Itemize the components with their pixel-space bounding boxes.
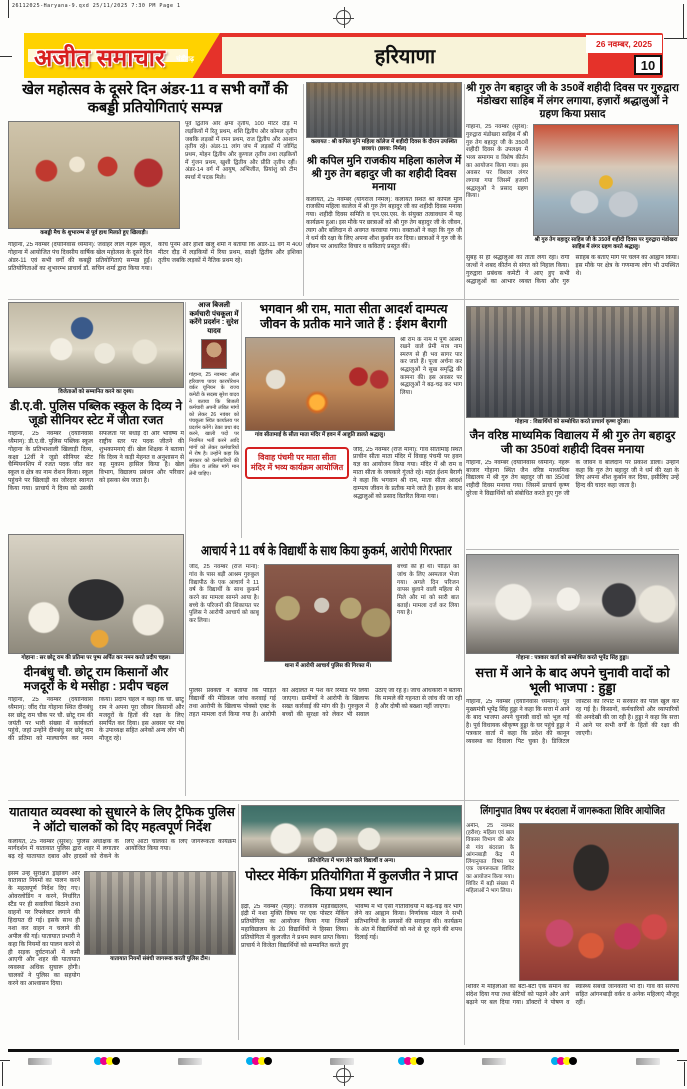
kapil-photo-figure — [306, 82, 462, 152]
article-jain-school — [466, 306, 679, 542]
photo-caption: विजेताओं को सम्मानित करने का दृश्य। — [58, 389, 134, 395]
article-langar — [466, 82, 679, 303]
article-body: कलायत, 25 नवम्बर (सुरेश): पुलिस अधीक्षक के मार्गदर्शन में यातायात पुलिस द्वारा शहर में लगातार बढ़ रहे यातायात दबाव और हादसों को रोकने के लिए ऑटो चालकों के लिए जागरूकता कार्यक्रम आयोजित किया गया। — [8, 838, 236, 861]
photo-caption: यातायात नियमों संबंधी जागरूक करती पुलिस टीम। — [110, 955, 210, 962]
column-rule — [238, 804, 239, 1040]
cmyk-registration-dots — [96, 1057, 120, 1065]
article-headline: आचार्य ने 11 वर्ष के विद्यार्थी के साथ किया कुकर्म, आरोपी गिरफ्तार — [200, 543, 452, 558]
article-judo — [8, 302, 184, 527]
police-photo — [264, 564, 392, 662]
masthead — [24, 33, 663, 78]
camp-photo — [519, 823, 679, 981]
column-rule — [303, 84, 304, 296]
crop-mark — [0, 56, 12, 57]
article-headline: दीनबंधु चौ. छोटू राम किसानों और मजदूरों के थे मसीहा : प्रदीप चहल — [23, 664, 169, 694]
poster-photo — [241, 805, 462, 857]
article-bijli — [189, 302, 239, 558]
hooda-photo-figure — [466, 554, 679, 662]
article-body: श्री राम के नाम में पूर्ण आस्था रखने वाले प्रेमी मात्र नाम स्मरण से ही भव सागर पार कर जाते हैं। पूजा अर्चना कर श्रद्धालुओं ने सुख समृद्धि की कामना की। इस अवसर पर श्रद्धालुओं ने बढ़-चढ़ कर भाग लिया। — [400, 336, 462, 396]
registration-crosshair-bottom — [336, 1068, 351, 1083]
print-density-mark — [330, 1058, 354, 1065]
traffic-photo-figure — [84, 871, 236, 963]
havan-photo-figure — [245, 337, 395, 443]
photo-caption: थाना में आरोपी आचार्य पुलिस की गिरफ्त में। — [284, 663, 372, 670]
article-headline: पोस्टर मेकिंग प्रतियोगिता में कुलजीत ने प्राप्त किया प्रथम स्थान — [245, 867, 458, 900]
article-body: सुबह से ही श्रद्धालुओं का तांता लगा रहा। रागी जत्थों ने शबद कीर्तन से संगत को निहाल किया। गुरुद्वारा प्रबंधक कमेटी ने आए हुए सभी श्रद्धालुओं का आभार व्यक्त किया और गुरु साहिब के बताए मार्ग पर चलने का आह्वान किया। इस मौके पर क्षेत्र के गणमान्य लोग भी उपस्थित थे। — [466, 255, 679, 286]
article-headline: आज बिजली कर्मचारी पंचकूला में करेंगे प्रदर्शन : सुरेश यादव — [189, 302, 239, 335]
photo-caption: गोहाना : विद्यार्थियों को सम्बोधित करते प्राचार्य कृष्ण दुरेजा। — [515, 419, 630, 425]
langar-photo — [533, 124, 679, 236]
article-headline: लिंगानुपात विषय पर बंदराला में जागरूकता शिविर आयोजित — [480, 805, 665, 817]
havan-photo — [245, 337, 395, 431]
crop-mark — [664, 38, 687, 39]
crop-mark — [684, 1062, 685, 1086]
cmyk-registration-dots — [400, 1057, 424, 1065]
article-ram-sita — [245, 302, 462, 539]
article-headline: श्री गुरु तेग बहादुर जी के 350वें शहीदी दिवस पर गुरुद्वारा मंडोखरा साहिब में लंगर लगाया, हज़ारों श्रद्धालुओं ने ग्रहण किया प्रसाद — [466, 82, 679, 120]
assembly-photo — [466, 306, 679, 418]
registration-crosshair-top — [336, 10, 351, 25]
section-rule — [466, 549, 679, 550]
event-highlight-box: विवाह पंचमी पर माता सीता मंदिर में भव्य कार्यक्रम आयोजित — [245, 447, 349, 480]
article-body: शिविर में महिलाओं को बेटा-बेटी एक समान का संदेश दिया गया तथा बेटियों को पढ़ाने और आगे बढ़ाने पर बल दिया गया। डॉक्टरों ने पोषण व स्वास्थ्य संबंधी जानकारी भी दी। गांव की सरपंच सहित आंगनबाड़ी वर्कर व अनेक महिलाएं मौजूद रहीं। — [466, 983, 679, 1006]
photo-caption: प्रतियोगिता में भाग लेने वाले विद्यार्थी व अन्य। — [307, 858, 396, 864]
article-traffic — [8, 805, 236, 1031]
photo-caption: कलायत : श्री कपिल मुनि महिला कॉलेज में शहीदी दिवस के दौरान उपस्थित छात्राएं। (छाया: निर्मल) — [310, 139, 458, 152]
article-body: इंद्री, 25 नवम्बर (मेहर): राजकीय महाविद्यालय, इंद्री में नशा मुक्ति विषय पर एक पोस्टर मेकिंग प्रतियोगिता का आयोजन किया गया जिसमें महाविद्यालय के 20 विद्यार्थियों ने हिस्सा लिया। प्रतियोगिता में कुलजीत ने प्रथम स्थान प्राप्त किया। प्राचार्य ने विजेता विद्यार्थियों को सम्मानित करते हुए भविष्य में भी ऐसी गतिविधियों में बढ़-चढ़ कर भाग लेने का आह्वान किया। निर्णायक मंडल ने सभी प्रतिभागियों के प्रयासों की सराहना की। कार्यक्रम के अंत में विद्यार्थियों को नशे से दूर रहने की शपथ दिलाई गई। — [241, 903, 462, 950]
article-body: कलायत, 25 नवम्बर (योगराज निर्मल): कलायत स्थित श्री कपिल मुनि राजकीय महिला कालेज में श्री गुरु तेग बहादुर जी का शहीदी दिवस मनाया गया। शहीदी दिवस समिति व एन.एस.एस. के संयुक्त तत्वावधान में यह कार्यक्रम हुआ। इस मौके पर छात्राओं को श्री गुरु तेग बहादुर जी के जीवन, त्याग और बलिदान से अवगत करवाया गया। वक्ताओं ने कहा कि गुरु जी ने धर्म की रक्षा के लिए अपना शीश कुर्बान कर दिया। छात्राओं ने गुरु जी के जीवन पर आधारित विचार व कविताएं प्रस्तुत कीं। — [306, 196, 462, 251]
suresh-yadav-portrait — [201, 339, 227, 369]
crop-mark — [677, 1060, 687, 1061]
paper-city: चंडीगढ़ — [176, 56, 194, 63]
article-body: पुलिस प्रवक्ता ने बताया कि पीड़ित विद्यार्थी की मेडिकल जांच करवाई गई तथा आरोपी के खिलाफ पोक्सो एक्ट के तहत मामला दर्ज किया गया है। आरोपी को अदालत में पेश कर रिमांड पर लिया जाएगा। ग्रामीणों ने आरोपी के खिलाफ सख्त कार्रवाई की मांग की है। गुरुकुल में बच्चों की सुरक्षा को लेकर भी सवाल उठाए जा रहे हैं। जांच अधिकारी ने बताया कि मामले की गहनता से जांच की जा रही है और दोषी को बख्शा नहीं जाएगा। — [189, 688, 462, 719]
article-acharya — [189, 543, 462, 806]
traffic-photo — [84, 871, 236, 955]
article-body: जींद, 25 नवम्बर (राज माना): गांव के पास बड़ी आश्रम गुरुकुल विद्यापीठ के एक आचार्य ने 11 वर्ष के विद्यार्थी के साथ कुकर्म करने का मामला सामने आया है। बच्चे के परिजनों की शिकायत पर पुलिस ने आरोपी आचार्य को काबू कर लिया। — [189, 564, 259, 624]
crop-mark — [2, 1062, 3, 1086]
crop-mark — [683, 4, 684, 38]
cmyk-registration-dots — [553, 1057, 577, 1065]
article-hooda — [466, 554, 679, 795]
article-kabaddi — [8, 82, 302, 298]
print-slug: 26112025-Haryana-9.qxd 25/11/2025 7:30 PM Page 1 — [12, 3, 181, 9]
judo-photo — [8, 302, 184, 388]
photo-caption: गोहाना : सर छोटू राम की प्रतिमा पर पुष्प अर्पित कर नमन करते प्रदीप चहल। — [21, 655, 171, 661]
section-title: हरियाणा — [222, 37, 588, 74]
article-body: जींद, 25 नवम्बर (राज माना): गांव सीतामाई स्थित प्राचीन सीता माता मंदिर में विवाह पंचमी पर हवन यज्ञ का आयोजन किया गया। मंदिर में श्री राम व माता सीता के जयकारे गूंजते रहे। महंत ईशम बैरागी ने कहा कि भगवान श्री राम, माता सीता आदर्श दाम्पत्य जीवन के प्रतीक माने जाते हैं। हवन के बाद श्रद्धालुओं को प्रसाद वितरित किया गया। — [353, 446, 462, 500]
article-headline: सत्ता में आने के बाद अपने चुनावी वादों को भूली भाजपा : हुड्डा — [475, 664, 670, 696]
article-body: गोहाना, 25 नवम्बर (दयानिवास ध्यैमान): जींद रोड गोहाना स्थित दीनबंधु सर छोटू राम चौक पर चौ. छोटू राम की जयंती पर भारी संख्या में कार्यकर्ता पहुंचे, जहां उन्होंने दीनबंधु सर छोटू राम की प्रतिमा को माल्यार्पण कर नमन किया। प्रदीप चहल ने कहा कि चौ. छोटू राम ने अपना पूरा जीवन किसानों और मजदूरों के हितों की रक्षा के लिए समर्पित कर दिया। इस अवसर पर मंच के उपाध्यक्ष सहित अनेकों अन्य लोग भी मौजूद रहे। — [8, 696, 184, 743]
crop-mark — [0, 1060, 10, 1061]
article-body: अमीन, 25 नवम्बर (हरीश): महिला एवं बाल विकास विभाग की ओर से गांव बंदराला के आंगनबाड़ी केंद्र में लिंगानुपात विषय पर एक जागरूकता शिविर का आयोजन किया गया। शिविर में बड़ी संख्या में महिलाओं ने भाग लिया। — [466, 822, 514, 895]
column-rule — [464, 84, 465, 1045]
poster-photo-figure — [241, 805, 462, 865]
paper-title: अजीत समाचार — [34, 45, 165, 72]
article-headline: डी.ए.वी. पुलिस पब्लिक स्कूल के दिव्य ने जूडो सीनियर स्टेट में जीता रजत — [9, 398, 182, 428]
article-body: गोहाना, 25 नवम्बर (दयानिवास ध्यैमान): डी.ए.वी. पुलिस पब्लिक स्कूल गोहाना के प्रतिभाशाली खिलाड़ी दिव्य, कक्षा 12वीं ने जूडो सीनियर स्टेट चैम्पियनशिप में रजत पदक जीत कर स्कूल व क्षेत्र का नाम रोशन किया। स्कूल पहुंचने पर खिलाड़ी का जोरदार स्वागत किया गया। प्राचार्य ने दिव्य को उसकी सफलता पर बधाई दी और भविष्य में राष्ट्रीय स्तर पर पदक जीतने की शुभकामनाएं दीं। खेल शिक्षक ने बताया कि दिव्य ने कड़ी मेहनत व अनुशासन से यह मुकाम हासिल किया है। खेल विभाग, विद्यालय प्रबंधन और परिवार को इसका श्रेय जाता है। — [8, 430, 184, 493]
article-body: गोहाना, 25 नवम्बर: ऑल हरियाणा पावर कारपोरेशन वर्कर यूनियन के राज्य कमेटी के सदस्य सुरेश यादव ने बताया कि बिजली कर्मचारी अपनी लंबित मांगों को लेकर 26 नवंबर को पंचकूला स्थित कार्यालय पर प्रदर्शन करेंगे। ठेका प्रथा बंद करने, खाली पदों पर नियमित भर्ती करने आदि मांगों को लेकर कर्मचारियों में रोष है। उन्होंने कहा कि सरकार को कर्मचारियों की उचित व लंबित मांगें मान लेनी चाहिए। — [189, 372, 239, 478]
article-headline: भगवान श्री राम, माता सीता आदर्श दाम्पत्य जीवन के प्रतीक माने जाते हैं : ईशम बैरागी — [259, 302, 448, 332]
article-body: गोहाना, 25 नवम्बर (सुरेश): गुरुद्वारा मंडोखरा साहिब में श्री गुरु तेग बहादुर जी के 350वें शहीदी दिवस के उपलक्ष्य में भव्य समागम व विशेष कीर्तन का आयोजन किया गया। इस अवसर पर विशाल लंगर लगाया गया जिसमें हजारों श्रद्धालुओं ने प्रसाद ग्रहण किया। — [466, 124, 528, 200]
article-body: गोहाना, 25 नवम्बर (दयानिवास ध्यैमान): नेहरू बाजार गोहाना स्थित जैन वरिष्ठ माध्यमिक विद्यालय में श्री गुरु तेग बहादुर जी का 350वां शहीदी दिवस मनाया गया। जिसमें प्राचार्य कृष्ण दुरेजा ने विद्यार्थियों को संबोधित करते हुए गुरु जी के जीवन व बलिदान पर प्रकाश डाला। उन्होंने कहा कि गुरु तेग बहादुर जी ने धर्म की रक्षा के लिए अपना शीश कुर्बान कर दिया, इसीलिए उन्हें हिन्द की चादर कहा जाता है। — [466, 459, 679, 498]
police-photo-figure — [264, 564, 392, 684]
memorial-photo — [8, 534, 184, 654]
bottom-rule — [8, 1049, 679, 1052]
print-density-mark — [482, 1058, 506, 1065]
article-linganupat — [466, 805, 679, 1028]
article-body: पूर्व द्वितीय और क्षमा तृतीय, 100 मीटर दौड़ में लड़कियों में रितु प्रथम, शशि द्वितीय और कोमल तृतीय जबकि लड़कों में रमन प्रथम, राज द्वितीय और आशान तृतीय रहे। अंडर-11 लांग जंप में लड़कों में जोगिंद्र प्रथम, मोहन द्वितीय और कुणाल तृतीय तथा लड़कियों में गुंजन प्रथम, खुशी द्वितीय और प्रीति तृतीय रहीं। अंडर-14 वर्ग में आयुष, अभिजीत, प्रियांशु को टीम स्पर्धा में पदक मिले। — [185, 121, 297, 181]
column-rule — [241, 302, 242, 538]
memorial-photo-figure — [8, 534, 184, 662]
article-kapil-muni — [306, 82, 462, 293]
hooda-photo — [466, 554, 679, 654]
article-headline: जैन वरिष्ठ माध्यमिक विद्यालय में श्री गुरु तेग बहादुर जी का 350वां शहीदी दिवस मनाया — [469, 429, 676, 456]
photo-caption: गांव सीतामाई के सीता माता मंदिर में हवन में आहुति डालते श्रद्धालु। — [254, 431, 386, 438]
column-rule — [185, 302, 186, 796]
article-body: गोहाना, 25 नवम्बर (दयानिवास ध्यैमान): पूर्व मुख्यमंत्री भूपेंद्र सिंह हुड्डा ने कहा कि सत्ता में आने के बाद भाजपा अपने चुनावी वादों को भूल गई है। पूर्व विधायक श्रीकृष्ण हुड्डा के घर पहुंचे हुड्डा ने पत्रकार वार्ता में कहा कि प्रदेश की कानून व्यवस्था का दिवाला पिट चुका है। डिजिटल जस्टिस की रिपोर्ट में सरकार की पोल खुल कर रह गई है। किसानों, कर्मचारियों और व्यापारियों की अनदेखी की जा रही है। हुड्डा ने कहा कि सत्ता में आने पर सभी वर्गों के हितों की रक्षा की जाएगी। — [466, 699, 679, 745]
photo-caption: गोहाना : पत्रकार वार्ता को सम्बोधित करते भूपेंद्र सिंह हुड्डा। — [516, 655, 629, 661]
article-headline: यातायात व्यवस्था को सुधारने के लिए ट्रैफिक पुलिस ने ऑटो चालकों को दिए महत्वपूर्ण निर्देश — [9, 805, 235, 835]
crop-mark — [8, 0, 9, 18]
article-headline: खेल महोत्सव के दूसरे दिन अंडर-11 व सभी वर्गों की कबड्डी प्रतियोगिताएं सम्पन्न — [22, 82, 288, 116]
cmyk-registration-dots — [248, 1057, 272, 1065]
judo-photo-figure — [8, 302, 184, 396]
print-density-mark — [28, 1058, 52, 1065]
print-density-mark — [178, 1058, 202, 1065]
article-headline: श्री कपिल मुनि राजकीय महिला कालेज में श्री गुरु तेग बहादुर जी का शहीदी दिवस मनाया — [306, 155, 462, 193]
print-density-mark — [636, 1058, 660, 1065]
page-number: 10 — [634, 55, 662, 75]
article-poster — [241, 805, 462, 1032]
article-body: इसमें उन्हें सुरक्षित ड्राइविंग और यातायात नियमों का पालन करने के महत्वपूर्ण निर्देश दिए गए। ओवरलोडिंग न करने, निर्धारित स्टैंड पर ही सवारियां बिठाने तथा वाहनों पर रिफ्लेक्टर लगाने की हिदायत दी गई। इसके साथ ही नशा कर वाहन न चलाने की अपील की गई। यातायात प्रभारी ने कहा कि नियमों का पालन करने से ही सड़क दुर्घटनाओं में कमी आएगी और शहर की यातायात व्यवस्था अधिक सुचारू होगी। चालकों ने पुलिस का सहयोग करने का आश्वासन दिया। — [8, 870, 80, 988]
article-body: गोहाना, 25 नवम्बर (दयानिवास ध्यैमान): जवाहर लाल नेहरू स्कूल, गोहाना में आयोजित पंच दिवसीय वार्षिक खेल महोत्सव के दूसरे दिन अंडर-11 एवं सभी वर्गों की कबड्डी प्रतियोगिताएं सम्पन्न हुईं। प्रतियोगिताओं का शुभारम्भ प्राचार्य डॉ. सचिन शर्मा द्वारा किया गया। कोच पूनम और होशी खेलू शर्मा ने बताया कि अंडर-11 वर्ग में 400 मीटर दौड़ में लड़कियों में रिया प्रथम, साक्षी द्वितीय और इशिका तृतीय जबकि लड़कों में नैतिक प्रथम रहे। — [8, 242, 302, 273]
photo-caption: श्री गुरु तेग बहादुर साहिब जी के 350वें शहीदी दिवस पर गुरुद्वारा मंडोखरा साहिब में लंगर ग्रहण करते श्रद्धालु। — [534, 237, 678, 250]
assembly-photo-figure — [466, 306, 679, 426]
issue-date: 26 नवम्बर, 2025 — [586, 35, 662, 53]
article-chhotu-ram — [8, 534, 184, 787]
langar-photo-figure — [533, 124, 679, 252]
photo-caption: कबड्डी मैच के शुभारम्भ से पूर्व हाथ मिलाते हुए खिलाड़ी। — [40, 230, 148, 237]
kabaddi-photo — [8, 121, 180, 229]
kapil-photo — [306, 82, 462, 138]
kabaddi-photo-figure — [8, 121, 180, 239]
article-body: बच्चों की ही थी। पीड़ित को जांच के लिए अस्पताल भेजा गया। अगले दिन परिजन वापस बुलाने वाली महिला से मिले और मां को सारी बात बताई। मामला दर्ज कर लिया गया है। — [397, 564, 459, 617]
